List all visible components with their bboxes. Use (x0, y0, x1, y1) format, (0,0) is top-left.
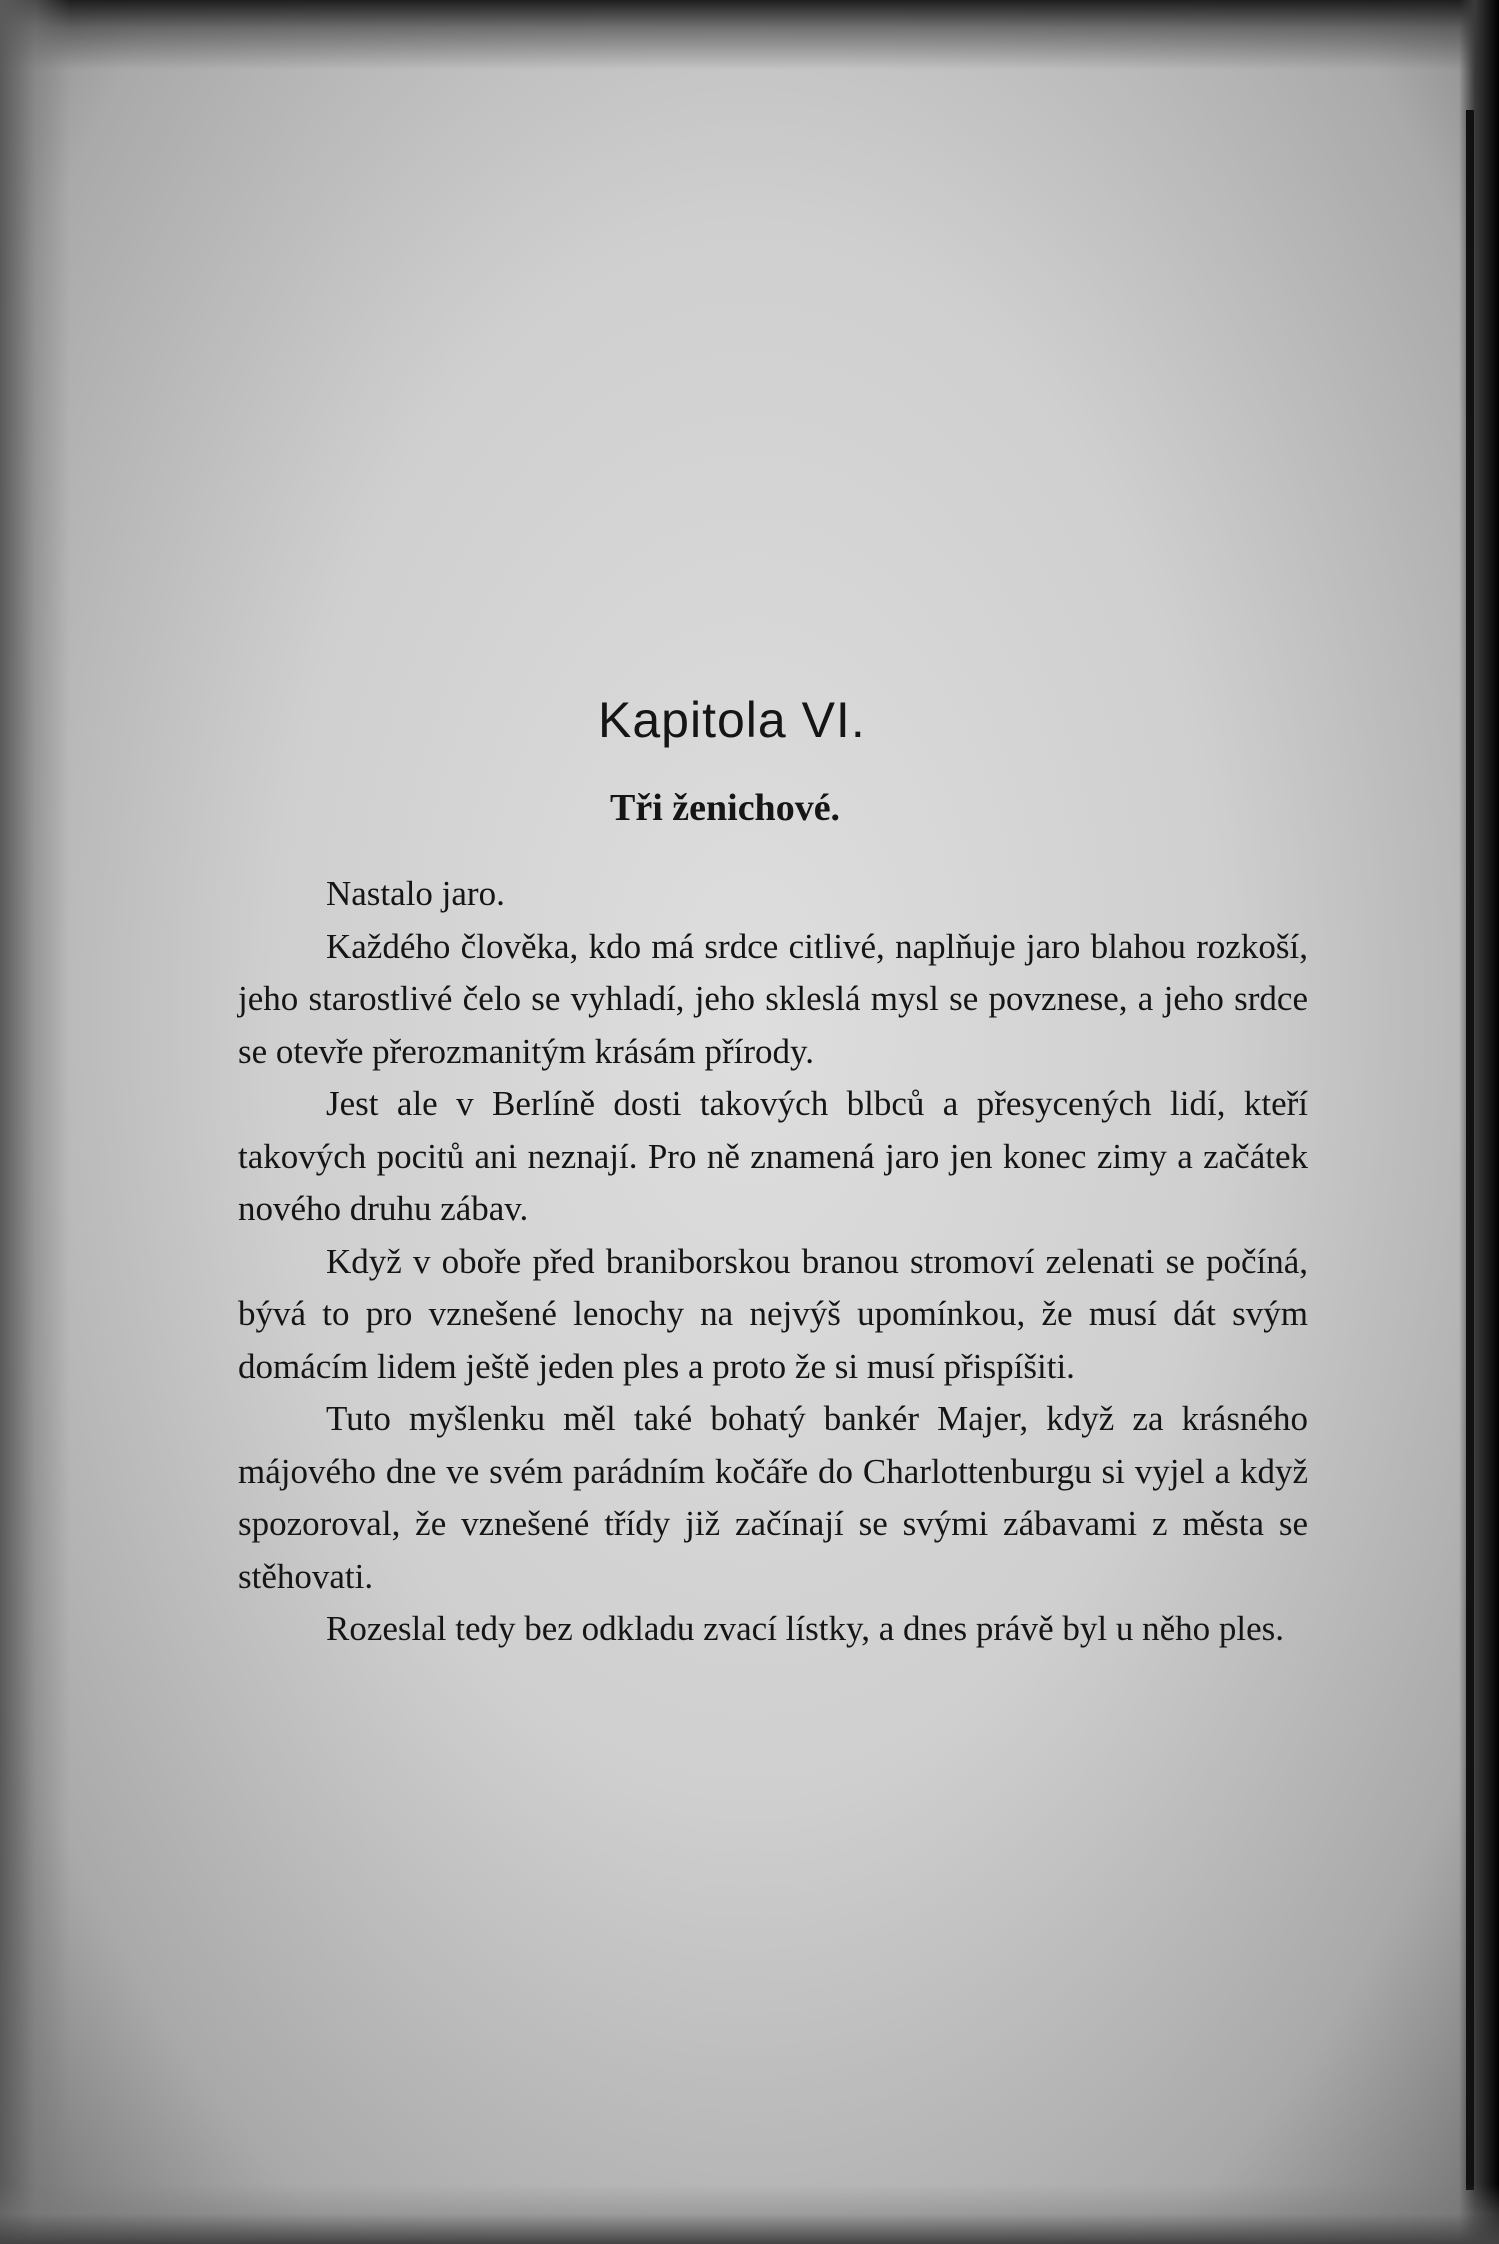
paragraph-6: Rozeslal tedy bez odkladu zvací lístky, a dnes právě byl u něho ples. (326, 1609, 1285, 1648)
page-bottom-shadow (0, 2184, 1499, 2244)
page-top-shadow (0, 0, 1499, 70)
paragraph-5: Tuto myšlenku měl také bohatý bankér Majer, když za krásného májového dne ve svém parádním kočáře do Charlottenburgu si vyjel a když spozoroval, že vznešené třídy již začínají se svými zábavami z města se stěhovati. (238, 1399, 1308, 1596)
book-spine-line (1466, 110, 1474, 2190)
page-left-shadow (0, 0, 70, 2244)
paragraph-1: Nastalo jaro. (326, 874, 505, 913)
paragraph-4: Když v oboře před braniborskou branou stromoví zelenati se počíná, bývá to pro vznešené lenochy na nejvýš upomínkou, že musí dát svým domácím lidem ještě jeden ples a proto že si musí přispíšiti. (238, 1241, 1308, 1386)
page-right-edge (1459, 0, 1499, 2244)
chapter-title: Kapitola VI. (598, 692, 866, 748)
paragraph-2: Každého člověka, kdo má srdce citlivé, naplňuje jaro blahou rozkoší, jeho starostlivé čelo se vyhladí, jeho skleslá mysl se povznese, a jeho srdce se otevře přerozmanitým krásám přírody. (238, 926, 1308, 1071)
chapter-text-block (238, 680, 1308, 1656)
chapter-subtitle: Tři ženichové. (610, 787, 841, 829)
paragraph-3: Jest ale v Berlíně dosti takových blbců a přesycených lidí, kteří takových pocitů ani neznají. Pro ně znamená jaro jen konec zimy a začátek nového druhu zábav. (238, 1084, 1308, 1228)
